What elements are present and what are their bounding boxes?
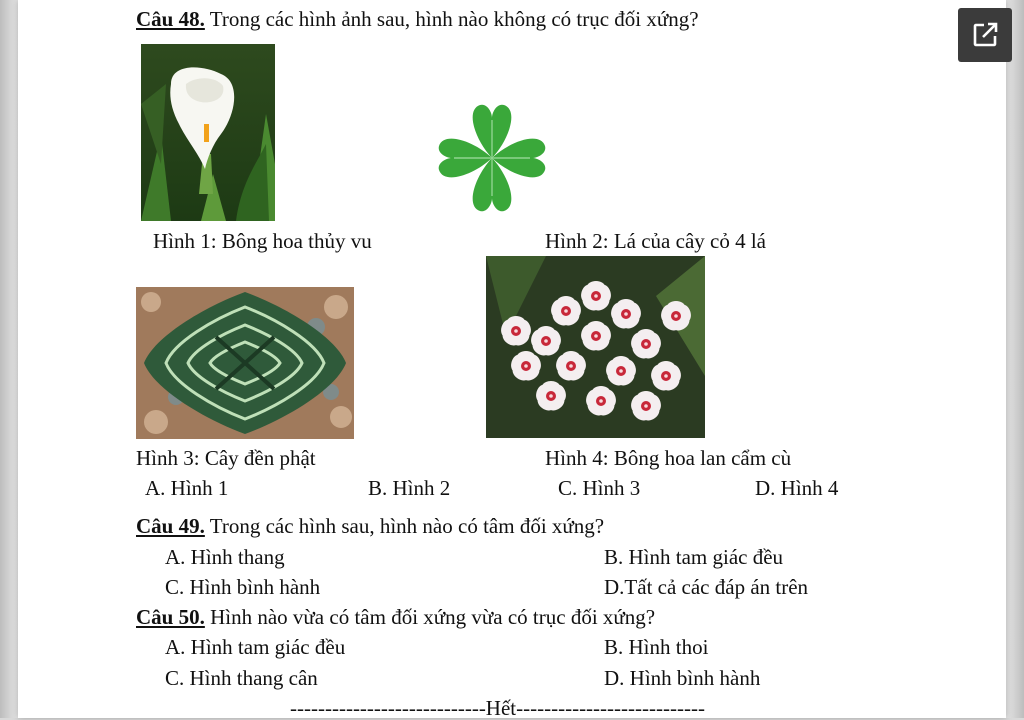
figure-4-caption: Hình 4: Bông hoa lan cẩm cù — [545, 446, 792, 470]
q49-option-d: D.Tất cả các đáp án trên — [604, 575, 809, 599]
figure-2-clover-image — [435, 100, 549, 216]
question-49-label: Câu 49. — [136, 514, 205, 538]
figure-3-caption: Hình 3: Cây đền phật — [136, 446, 316, 470]
question-48-text: Trong các hình ảnh sau, hình nào không có trục đối xứng? — [204, 7, 699, 31]
question-48-label: Câu 48. — [136, 7, 205, 31]
open-external-button[interactable] — [958, 8, 1012, 62]
page-edge-left — [0, 0, 18, 718]
figure-2-caption: Hình 2: Lá của cây cỏ 4 lá — [545, 229, 766, 253]
question-50 — [136, 605, 655, 629]
q50-option-b: B. Hình thoi — [604, 635, 709, 659]
figure-4-hoya-flower-image — [486, 256, 705, 438]
q48-option-a: A. Hình 1 — [145, 476, 229, 500]
question-49-text: Trong các hình sau, hình nào có tâm đối xứng? — [204, 514, 605, 538]
q48-option-d: D. Hình 4 — [755, 476, 839, 500]
q50-option-d: D. Hình bình hành — [604, 666, 761, 690]
q49-option-a: A. Hình thang — [165, 545, 285, 569]
q49-option-c: C. Hình bình hành — [165, 575, 321, 599]
external-link-icon — [971, 21, 999, 49]
question-50-label: Câu 50. — [136, 605, 205, 629]
question-49 — [136, 514, 604, 538]
q50-option-a: A. Hình tam giác đều — [165, 635, 346, 659]
figure-1-calla-lily-image — [141, 44, 275, 221]
q48-option-b: B. Hình 2 — [368, 476, 451, 500]
q48-option-c: C. Hình 3 — [558, 476, 641, 500]
figure-3-succulent-image — [136, 287, 354, 439]
question-48 — [136, 7, 699, 31]
q49-option-b: B. Hình tam giác đều — [604, 545, 784, 569]
page-edge-right — [1006, 0, 1024, 718]
question-50-text: Hình nào vừa có tâm đối xứng vừa có trục đối xứng? — [204, 605, 656, 629]
q50-option-c: C. Hình thang cân — [165, 666, 318, 690]
end-marker: ----------------------------Hết--------------------------- — [290, 696, 705, 720]
figure-1-caption: Hình 1: Bông hoa thủy vu — [153, 229, 372, 253]
